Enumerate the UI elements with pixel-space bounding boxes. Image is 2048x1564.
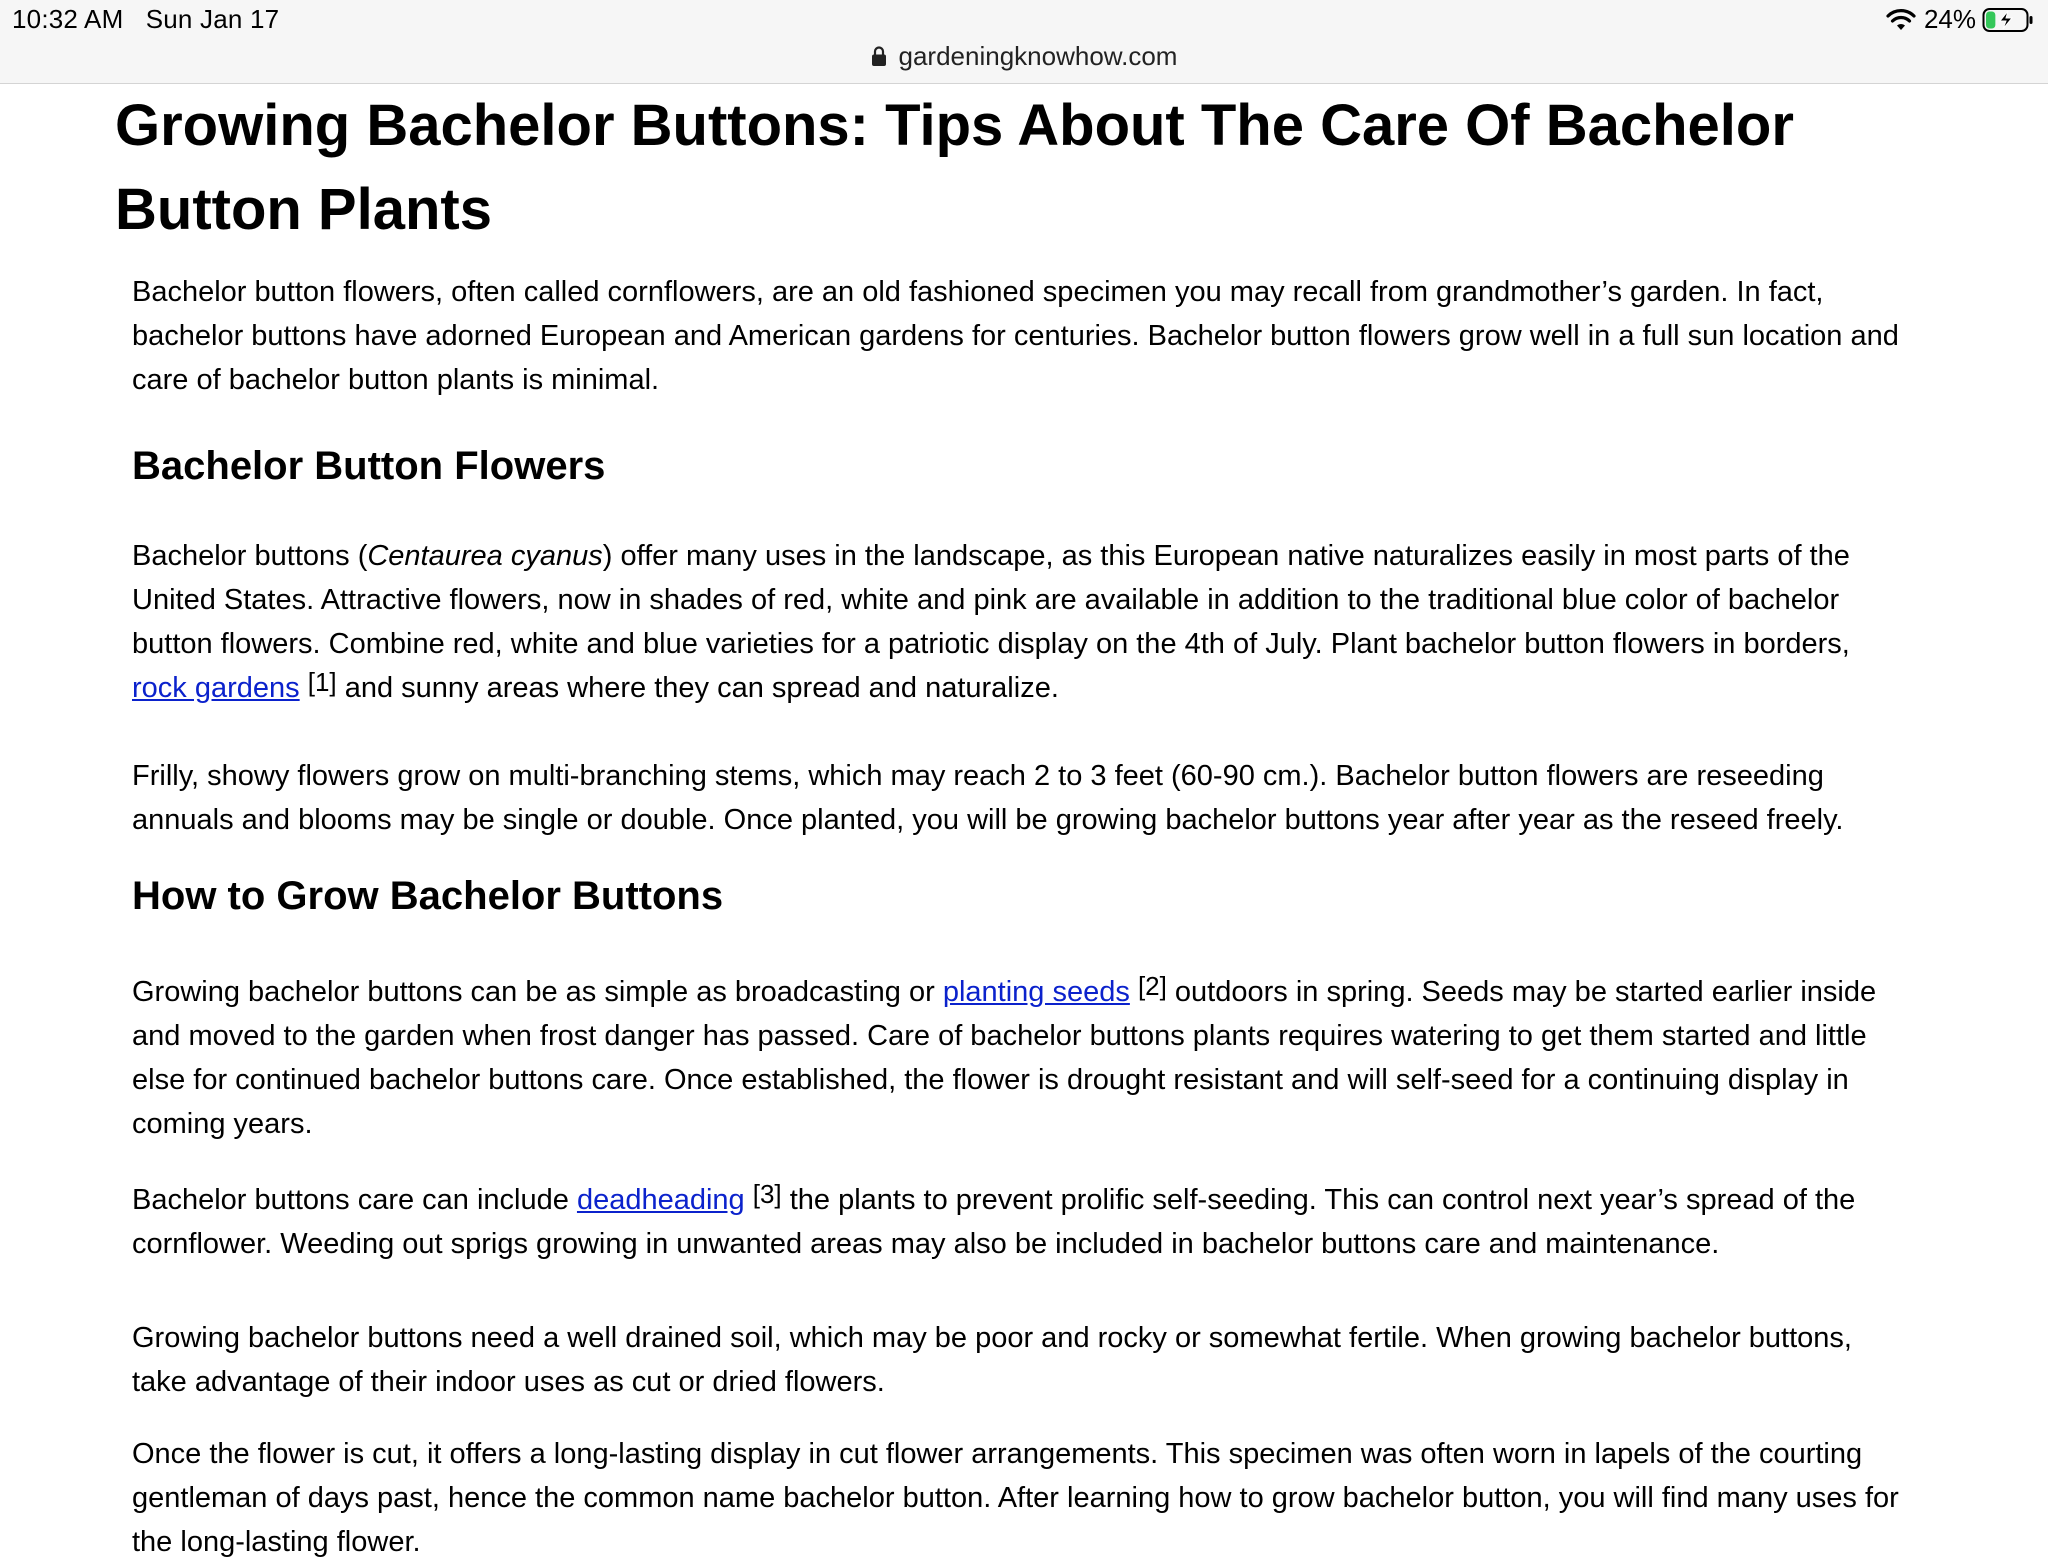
paragraph-text: Growing bachelor buttons need a well drained soil, which may be poor and rocky or somewhat fertile. When growing bachelor buttons, take advantage of their indoor uses as cut or dried flowers.: [132, 1322, 1852, 1398]
reference-marker: [1]: [307, 667, 337, 697]
planting-seeds-link[interactable]: planting seeds: [942, 976, 1130, 1008]
text: ) offer many uses in the landscape, as this European native naturalizes easily in most parts of the United States. Attractive flowers, now in shades of red, white and pink are available in addition to the traditional blue color of bachelor button flowers. Combine red, white and blue varieties for a patriotic display on the 4th of July. Plant bachelor button flowers in borders,: [132, 540, 1850, 660]
intro-text: Bachelor button flowers, often called cornflowers, are an old fashioned specimen you may recall from grandmother’s garden. In fact, bachelor buttons have adorned European and American gardens for centuries. Bachelor button flowers grow well in a full sun location and care of bachelor button plants is minimal.: [132, 276, 1899, 396]
paragraph-text: [132, 1178, 1902, 1266]
page-title: Growing Bachelor Buttons: Tips About The Care Of Bachelor Button Plants: [115, 93, 1794, 242]
text: outdoors in spring. Seeds may be started earlier inside and moved to the garden when frost danger has passed. Care of bachelor buttons plants requires watering to get them started and little else for continued bachelor buttons care. Once established, the flower is drought resistant and will self-seed for a continuing display in coming years.: [132, 976, 1877, 1140]
address-bar[interactable]: [0, 38, 2048, 74]
section-bachelor-button-flowers: [132, 438, 1902, 494]
paragraph: [132, 1316, 1902, 1404]
paragraph-text: Frilly, showy flowers grow on multi-branching stems, which may reach 2 to 3 feet (60-90 cm.). Bachelor button flowers are reseeding annuals and blooms may be single or double. Once planted, you will be growing bachelor buttons year after year as the reseed freely.: [132, 760, 1844, 836]
url-text[interactable]: gardeningknowhow.com: [898, 40, 1178, 71]
paragraph: [132, 1432, 1902, 1564]
paragraph: [132, 754, 1902, 842]
text: and sunny areas where they can spread and naturalize.: [336, 672, 1059, 704]
paragraph: [132, 970, 1902, 1146]
rock-gardens-link[interactable]: rock gardens: [132, 672, 300, 704]
text: the plants to prevent prolific self-seeding. This can control next year’s spread of the cornflower. Weeding out sprigs growing in unwanted areas may also be included in bachelor buttons care and maintenance.: [132, 1184, 1856, 1260]
status-date: Sun Jan 17: [145, 4, 280, 34]
status-indicators: [1886, 4, 2034, 35]
paragraph: [132, 1178, 1902, 1266]
paragraph-text: [132, 970, 1902, 1146]
battery-charging-icon: [1982, 7, 2034, 33]
status-time-date: [12, 4, 279, 35]
section-heading: How to Grow Bachelor Buttons: [132, 874, 724, 918]
reference-marker: [2]: [1137, 971, 1167, 1001]
status-bar: [0, 0, 2048, 84]
lock-icon: [871, 45, 887, 67]
text: Bachelor buttons (: [132, 540, 368, 572]
intro-paragraph: [132, 270, 1902, 402]
deadheading-link[interactable]: deadheading: [576, 1184, 745, 1216]
text: Growing bachelor buttons can be as simple as broadcasting or: [132, 976, 943, 1008]
paragraph: [132, 534, 1902, 710]
wifi-icon: [1886, 8, 1916, 32]
paragraph-text: Once the flower is cut, it offers a long-lasting display in cut flower arrangements. This specimen was often worn in lapels of the courting gentleman of days past, hence the common name bachelor button. After learning how to grow bachelor button, you will find many uses for the long-lasting flower.: [132, 1438, 1899, 1558]
status-time: 10:32 AM: [12, 4, 124, 34]
paragraph-text: [132, 534, 1902, 710]
text: Bachelor buttons care can include: [132, 1184, 577, 1216]
section-how-to-grow: [132, 868, 1902, 924]
battery-percent: 24%: [1923, 4, 1976, 34]
section-heading: Bachelor Button Flowers: [132, 444, 606, 488]
reference-marker: [3]: [752, 1179, 782, 1209]
scientific-name: Centaurea cyanus: [367, 540, 603, 572]
